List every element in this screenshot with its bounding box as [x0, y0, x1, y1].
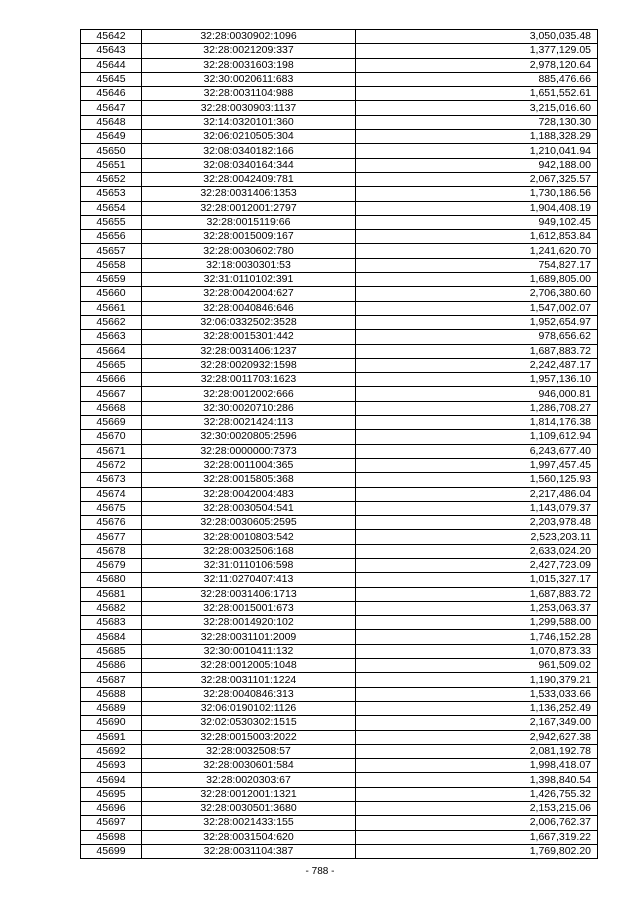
- table-row: [81, 187, 598, 201]
- row-id-cell: 45677: [81, 530, 142, 544]
- table-row: [81, 72, 598, 86]
- table-row: [81, 344, 598, 358]
- table-row: [81, 358, 598, 372]
- cadastral-number-cell: 32:28:0032508:57: [142, 744, 356, 758]
- cadastral-number-cell: 32:28:0031406:1237: [142, 344, 356, 358]
- table-row: [81, 802, 598, 816]
- table-row: [81, 530, 598, 544]
- amount-cell: 2,427,723.09: [356, 558, 598, 572]
- amount-cell: 2,203,978.48: [356, 516, 598, 530]
- row-id-cell: 45694: [81, 773, 142, 787]
- cadastral-number-cell: 32:28:0010803:542: [142, 530, 356, 544]
- amount-cell: 1,109,612.94: [356, 430, 598, 444]
- row-id-cell: 45686: [81, 659, 142, 673]
- row-id-cell: 45668: [81, 401, 142, 415]
- row-id-cell: 45667: [81, 387, 142, 401]
- row-id-cell: 45657: [81, 244, 142, 258]
- amount-cell: 6,243,677.40: [356, 444, 598, 458]
- table-row: [81, 458, 598, 472]
- cadastral-number-cell: 32:28:0031406:1713: [142, 587, 356, 601]
- row-id-cell: 45652: [81, 172, 142, 186]
- table-row: [81, 430, 598, 444]
- amount-cell: 1,651,552.61: [356, 87, 598, 101]
- amount-cell: 1,769,802.20: [356, 844, 598, 858]
- table-row: [81, 759, 598, 773]
- amount-cell: 2,942,627.38: [356, 730, 598, 744]
- table-row: [81, 659, 598, 673]
- cadastral-number-cell: 32:28:0031406:1353: [142, 187, 356, 201]
- row-id-cell: 45688: [81, 687, 142, 701]
- amount-cell: 1,730,186.56: [356, 187, 598, 201]
- amount-cell: 728,130.30: [356, 115, 598, 129]
- cadastral-number-cell: 32:28:0021424:113: [142, 416, 356, 430]
- amount-cell: 1,188,328.29: [356, 130, 598, 144]
- page-number: - 788 -: [305, 866, 335, 877]
- amount-cell: 1,286,708.27: [356, 401, 598, 415]
- amount-cell: 1,687,883.72: [356, 344, 598, 358]
- table-row: [81, 601, 598, 615]
- cadastral-number-cell: 32:28:0042409:781: [142, 172, 356, 186]
- table-row: [81, 201, 598, 215]
- amount-cell: 1,210,041.94: [356, 144, 598, 158]
- table-row: [81, 373, 598, 387]
- amount-cell: 1,957,136.10: [356, 373, 598, 387]
- amount-cell: 1,136,252.49: [356, 701, 598, 715]
- row-id-cell: 45645: [81, 72, 142, 86]
- cadastral-number-cell: 32:28:0015119:66: [142, 215, 356, 229]
- row-id-cell: 45672: [81, 458, 142, 472]
- row-id-cell: 45663: [81, 330, 142, 344]
- row-id-cell: 45665: [81, 358, 142, 372]
- amount-cell: 2,006,762.37: [356, 816, 598, 830]
- cadastral-number-cell: 32:28:0014920:102: [142, 616, 356, 630]
- table-row: [81, 230, 598, 244]
- amount-cell: 1,612,853.84: [356, 230, 598, 244]
- cadastral-number-cell: 32:06:0210505:304: [142, 130, 356, 144]
- amount-cell: 2,217,486.04: [356, 487, 598, 501]
- table-row: [81, 315, 598, 329]
- cadastral-number-cell: 32:28:0015805:368: [142, 473, 356, 487]
- amount-cell: 2,978,120.64: [356, 58, 598, 72]
- row-id-cell: 45676: [81, 516, 142, 530]
- cadastral-number-cell: 32:28:0012001:2797: [142, 201, 356, 215]
- amount-cell: 949,102.45: [356, 215, 598, 229]
- amount-cell: 1,253,063.37: [356, 601, 598, 615]
- table-row: [81, 816, 598, 830]
- table-row: [81, 516, 598, 530]
- cadastral-number-cell: 32:28:0000000:7373: [142, 444, 356, 458]
- cadastral-number-cell: 32:28:0031504:620: [142, 830, 356, 844]
- row-id-cell: 45647: [81, 101, 142, 115]
- amount-cell: 3,050,035.48: [356, 30, 598, 44]
- row-id-cell: 45691: [81, 730, 142, 744]
- amount-cell: 2,523,203.11: [356, 530, 598, 544]
- row-id-cell: 45681: [81, 587, 142, 601]
- amount-cell: 1,398,840.54: [356, 773, 598, 787]
- cadastral-number-cell: 32:06:0332502:3528: [142, 315, 356, 329]
- table-row: [81, 573, 598, 587]
- table-row: [81, 58, 598, 72]
- row-id-cell: 45666: [81, 373, 142, 387]
- table-row: [81, 387, 598, 401]
- table-row: [81, 630, 598, 644]
- cadastral-number-cell: 32:31:0110102:391: [142, 273, 356, 287]
- row-id-cell: 45646: [81, 87, 142, 101]
- cadastral-number-cell: 32:28:0030903:1137: [142, 101, 356, 115]
- row-id-cell: 45662: [81, 315, 142, 329]
- table-row: [81, 215, 598, 229]
- amount-cell: 1,241,620.70: [356, 244, 598, 258]
- row-id-cell: 45689: [81, 701, 142, 715]
- row-id-cell: 45687: [81, 673, 142, 687]
- amount-cell: 2,167,349.00: [356, 716, 598, 730]
- cadastral-number-cell: 32:28:0030602:780: [142, 244, 356, 258]
- amount-cell: 978,656.62: [356, 330, 598, 344]
- table-row: [81, 773, 598, 787]
- amount-cell: 1,746,152.28: [356, 630, 598, 644]
- amount-cell: 1,533,033.66: [356, 687, 598, 701]
- cadastral-number-cell: 32:08:0340164:344: [142, 158, 356, 172]
- row-id-cell: 45698: [81, 830, 142, 844]
- cadastral-number-cell: 32:28:0042004:627: [142, 287, 356, 301]
- cadastral-number-cell: 32:18:0030301:53: [142, 258, 356, 272]
- row-id-cell: 45678: [81, 544, 142, 558]
- cadastral-number-cell: 32:14:0320101:360: [142, 115, 356, 129]
- table-row: [81, 544, 598, 558]
- cadastral-number-cell: 32:28:0031104:988: [142, 87, 356, 101]
- amount-cell: 942,188.00: [356, 158, 598, 172]
- table-row: [81, 115, 598, 129]
- table-row: [81, 473, 598, 487]
- row-id-cell: 45683: [81, 616, 142, 630]
- amount-cell: 1,299,588.00: [356, 616, 598, 630]
- table-row: [81, 172, 598, 186]
- amount-cell: 1,687,883.72: [356, 587, 598, 601]
- row-id-cell: 45655: [81, 215, 142, 229]
- amount-cell: 1,070,873.33: [356, 644, 598, 658]
- table-row: [81, 301, 598, 315]
- table-row: [81, 787, 598, 801]
- table-body: [81, 30, 598, 859]
- table-row: [81, 244, 598, 258]
- cadastral-number-cell: 32:30:0020611:683: [142, 72, 356, 86]
- row-id-cell: 45674: [81, 487, 142, 501]
- amount-cell: 1,547,002.07: [356, 301, 598, 315]
- row-id-cell: 45653: [81, 187, 142, 201]
- row-id-cell: 45660: [81, 287, 142, 301]
- cadastral-number-cell: 32:28:0031101:2009: [142, 630, 356, 644]
- row-id-cell: 45673: [81, 473, 142, 487]
- table-row: [81, 158, 598, 172]
- table-row: [81, 744, 598, 758]
- table-row: [81, 644, 598, 658]
- amount-cell: 2,153,215.06: [356, 802, 598, 816]
- table-row: [81, 673, 598, 687]
- row-id-cell: 45648: [81, 115, 142, 129]
- cadastral-number-cell: 32:08:0340182:166: [142, 144, 356, 158]
- cadastral-number-cell: 32:28:0015001:673: [142, 601, 356, 615]
- table-row: [81, 130, 598, 144]
- row-id-cell: 45644: [81, 58, 142, 72]
- amount-cell: 3,215,016.60: [356, 101, 598, 115]
- cadastral-number-cell: 32:11:0270407:413: [142, 573, 356, 587]
- cadastral-number-cell: 32:28:0042004:483: [142, 487, 356, 501]
- cadastral-number-cell: 32:30:0020805:2596: [142, 430, 356, 444]
- amount-cell: 1,426,755.32: [356, 787, 598, 801]
- cadastral-number-cell: 32:30:0010411:132: [142, 644, 356, 658]
- cadastral-number-cell: 32:28:0030601:584: [142, 759, 356, 773]
- table-row: [81, 87, 598, 101]
- row-id-cell: 45661: [81, 301, 142, 315]
- row-id-cell: 45696: [81, 802, 142, 816]
- row-id-cell: 45684: [81, 630, 142, 644]
- amount-cell: 946,000.81: [356, 387, 598, 401]
- cadastral-number-cell: 32:28:0032506:168: [142, 544, 356, 558]
- row-id-cell: 45682: [81, 601, 142, 615]
- table-row: [81, 487, 598, 501]
- row-id-cell: 45656: [81, 230, 142, 244]
- cadastral-number-cell: 32:28:0020303:67: [142, 773, 356, 787]
- table-row: [81, 687, 598, 701]
- amount-cell: 1,560,125.93: [356, 473, 598, 487]
- table-row: [81, 501, 598, 515]
- amount-cell: 1,143,079.37: [356, 501, 598, 515]
- cadastral-number-cell: 32:28:0020932:1598: [142, 358, 356, 372]
- row-id-cell: 45693: [81, 759, 142, 773]
- table-row: [81, 558, 598, 572]
- amount-cell: 1,904,408.19: [356, 201, 598, 215]
- row-id-cell: 45685: [81, 644, 142, 658]
- cadastral-number-cell: 32:28:0011703:1623: [142, 373, 356, 387]
- table-row: [81, 287, 598, 301]
- cadastral-number-cell: 32:28:0012005:1048: [142, 659, 356, 673]
- cadastral-number-cell: 32:06:0190102:1126: [142, 701, 356, 715]
- amount-cell: 1,015,327.17: [356, 573, 598, 587]
- amount-cell: 1,667,319.22: [356, 830, 598, 844]
- amount-cell: 2,242,487.17: [356, 358, 598, 372]
- data-table: [80, 29, 598, 859]
- cadastral-number-cell: 32:28:0031104:387: [142, 844, 356, 858]
- row-id-cell: 45670: [81, 430, 142, 444]
- table-row: [81, 144, 598, 158]
- table-row: [81, 444, 598, 458]
- table-row: [81, 830, 598, 844]
- cadastral-number-cell: 32:28:0040846:313: [142, 687, 356, 701]
- cadastral-number-cell: 32:28:0015003:2022: [142, 730, 356, 744]
- cadastral-number-cell: 32:28:0031603:198: [142, 58, 356, 72]
- cadastral-number-cell: 32:30:0020710:286: [142, 401, 356, 415]
- row-id-cell: 45654: [81, 201, 142, 215]
- amount-cell: 2,067,325.57: [356, 172, 598, 186]
- amount-cell: 1,998,418.07: [356, 759, 598, 773]
- row-id-cell: 45695: [81, 787, 142, 801]
- table-row: [81, 616, 598, 630]
- cadastral-number-cell: 32:28:0030902:1096: [142, 30, 356, 44]
- cadastral-number-cell: 32:31:0110106:598: [142, 558, 356, 572]
- cadastral-number-cell: 32:28:0030501:3680: [142, 802, 356, 816]
- row-id-cell: 45650: [81, 144, 142, 158]
- cadastral-number-cell: 32:28:0021433:155: [142, 816, 356, 830]
- row-id-cell: 45692: [81, 744, 142, 758]
- amount-cell: 1,689,805.00: [356, 273, 598, 287]
- table-row: [81, 716, 598, 730]
- row-id-cell: 45699: [81, 844, 142, 858]
- amount-cell: 2,633,024.20: [356, 544, 598, 558]
- row-id-cell: 45642: [81, 30, 142, 44]
- amount-cell: 2,081,192.78: [356, 744, 598, 758]
- table-row: [81, 844, 598, 858]
- row-id-cell: 45671: [81, 444, 142, 458]
- table-row: [81, 701, 598, 715]
- table-row: [81, 330, 598, 344]
- table-row: [81, 44, 598, 58]
- amount-cell: 2,706,380.60: [356, 287, 598, 301]
- cadastral-number-cell: 32:28:0015009:167: [142, 230, 356, 244]
- row-id-cell: 45679: [81, 558, 142, 572]
- cadastral-number-cell: 32:02:0530302:1515: [142, 716, 356, 730]
- row-id-cell: 45649: [81, 130, 142, 144]
- table-row: [81, 101, 598, 115]
- amount-cell: 961,509.02: [356, 659, 598, 673]
- row-id-cell: 45680: [81, 573, 142, 587]
- cadastral-number-cell: 32:28:0031101:1224: [142, 673, 356, 687]
- table-row: [81, 30, 598, 44]
- row-id-cell: 45658: [81, 258, 142, 272]
- table-row: [81, 258, 598, 272]
- cadastral-number-cell: 32:28:0030605:2595: [142, 516, 356, 530]
- table-row: [81, 273, 598, 287]
- amount-cell: 885,476.66: [356, 72, 598, 86]
- amount-cell: 1,814,176.38: [356, 416, 598, 430]
- row-id-cell: 45659: [81, 273, 142, 287]
- table-row: [81, 416, 598, 430]
- amount-cell: 1,997,457.45: [356, 458, 598, 472]
- cadastral-number-cell: 32:28:0040846:646: [142, 301, 356, 315]
- cadastral-number-cell: 32:28:0012001:1321: [142, 787, 356, 801]
- row-id-cell: 45664: [81, 344, 142, 358]
- amount-cell: 1,190,379.21: [356, 673, 598, 687]
- amount-cell: 1,377,129.05: [356, 44, 598, 58]
- cadastral-number-cell: 32:28:0012002:666: [142, 387, 356, 401]
- cadastral-number-cell: 32:28:0021209:337: [142, 44, 356, 58]
- amount-cell: 1,952,654.97: [356, 315, 598, 329]
- row-id-cell: 45651: [81, 158, 142, 172]
- row-id-cell: 45697: [81, 816, 142, 830]
- cadastral-number-cell: 32:28:0015301:442: [142, 330, 356, 344]
- cadastral-number-cell: 32:28:0011004:365: [142, 458, 356, 472]
- row-id-cell: 45643: [81, 44, 142, 58]
- amount-cell: 754,827.17: [356, 258, 598, 272]
- table-row: [81, 587, 598, 601]
- row-id-cell: 45675: [81, 501, 142, 515]
- table-row: [81, 401, 598, 415]
- cadastral-number-cell: 32:28:0030504:541: [142, 501, 356, 515]
- row-id-cell: 45669: [81, 416, 142, 430]
- row-id-cell: 45690: [81, 716, 142, 730]
- table-row: [81, 730, 598, 744]
